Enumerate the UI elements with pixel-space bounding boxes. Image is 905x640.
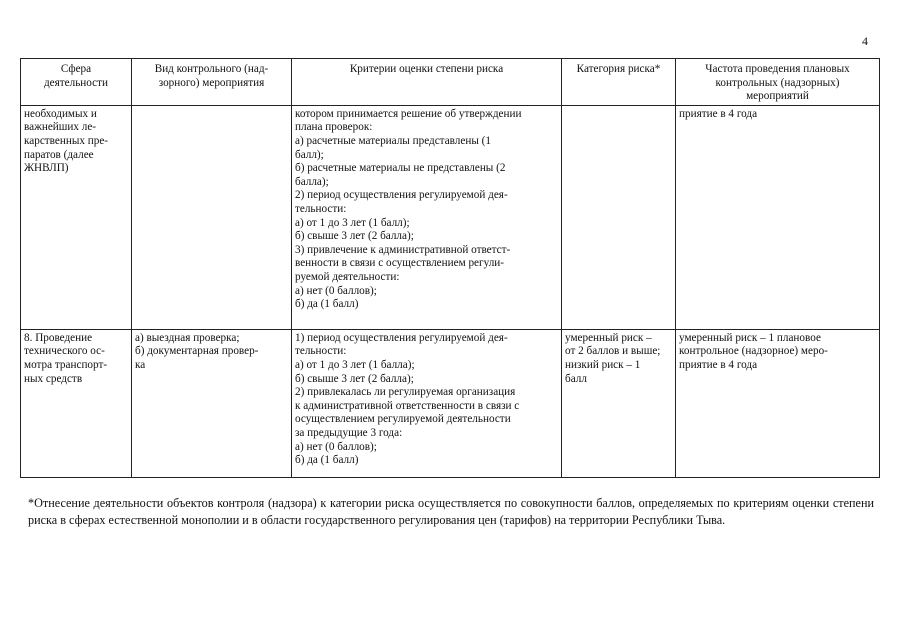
cell-line: 2) привлекалась ли регулируемая организация (295, 386, 516, 399)
cell-line: важнейших ле- (24, 121, 97, 134)
cell-line: б) да (1 балл) (295, 454, 359, 467)
header-risk-category (562, 59, 676, 106)
page-number: 4 (862, 34, 868, 48)
cell-line: б) свыше 3 лет (2 балла); (295, 372, 414, 385)
cell-line: котором принимается решение об утверждении (295, 107, 522, 120)
cell-line: необходимых и (24, 107, 97, 120)
cell-risk-category (562, 105, 676, 329)
cell-line: 3) привлечение к административной ответст- (295, 243, 511, 256)
cell-line: ных средств (24, 372, 83, 385)
cell-line: низкий риск – 1 (565, 358, 641, 371)
header-inspection-type (132, 59, 292, 106)
cell-line: а) расчетные материалы представлены (1 (295, 134, 491, 147)
table-row (21, 105, 880, 329)
cell-line: тельности: (295, 202, 347, 215)
cell-line: осуществлением регулируемой деятельности (295, 413, 511, 426)
table-header-row (21, 59, 880, 106)
cell-line: от 2 баллов и выше; (565, 345, 661, 358)
cell-line: а) от 1 до 3 лет (1 балл); (295, 216, 410, 229)
cell-line: б) свыше 3 лет (2 балла); (295, 230, 414, 243)
cell-line: контрольное (надзорное) меро- (679, 345, 828, 358)
cell-line: тельности: (295, 345, 347, 358)
cell-sphere (21, 329, 132, 477)
cell-criteria (292, 105, 562, 329)
table-row (21, 329, 880, 477)
header-line: Критерии оценки степени риска (349, 63, 504, 75)
cell-line: а) нет (0 баллов); (295, 284, 377, 297)
cell-line: б) документарная провер- (135, 345, 259, 358)
header-line: зорного) мероприятия (158, 76, 265, 89)
cell-risk-category (562, 329, 676, 477)
header-line: мероприятий (746, 90, 809, 103)
header-criteria (292, 59, 562, 106)
cell-line: а) выездная проверка; (135, 331, 240, 344)
header-line: Категория риска* (576, 63, 661, 75)
cell-line: технического ос- (24, 345, 105, 358)
cell-line: 8. Проведение (24, 331, 93, 344)
risk-criteria-table (20, 58, 880, 478)
cell-line: 1) период осуществления регулируемой дея- (295, 331, 508, 344)
cell-line: а) нет (0 баллов); (295, 440, 377, 453)
cell-line: умеренный риск – 1 плановое (679, 331, 821, 344)
cell-inspection-type (132, 329, 292, 477)
cell-line: балл (565, 372, 587, 385)
cell-line: приятие в 4 года (679, 107, 758, 120)
cell-inspection-type (132, 105, 292, 329)
cell-line: а) от 1 до 3 лет (1 балла); (295, 358, 415, 371)
cell-line: 2) период осуществления регулируемой дея- (295, 189, 508, 202)
cell-line: балл); (295, 148, 324, 161)
cell-frequency (676, 105, 880, 329)
cell-line: мотра транспорт- (24, 358, 108, 371)
header-line: Частота проведения плановых (705, 63, 850, 75)
cell-line: балла); (295, 175, 329, 188)
cell-line: б) да (1 балл) (295, 298, 359, 311)
header-sphere (21, 59, 132, 106)
cell-line: умеренный риск – (565, 331, 652, 344)
cell-line: за предыдущие 3 года: (295, 426, 403, 439)
cell-line: ЖНВЛП) (24, 162, 69, 175)
header-line: Вид контрольного (над- (154, 63, 269, 75)
cell-sphere (21, 105, 132, 329)
cell-line: ка (135, 358, 146, 371)
header-line: Сфера (60, 63, 92, 75)
cell-line: плана проверок: (295, 121, 373, 134)
cell-line: руемой деятельности: (295, 270, 400, 283)
cell-line: паратов (далее (24, 148, 94, 161)
footnote: *Отнесение деятельности объектов контроля (надзора) к категории риска осуществляется по совокупности баллов, определяемых по критериям оценки степени риска в сферах естественной монополии и в области государственного регулирования цен (тарифов) на территории Республики Тыва. (28, 496, 874, 527)
cell-line: к административной ответственности в связи с (295, 399, 520, 412)
cell-line: венности в связи с осуществлением регули- (295, 257, 505, 270)
header-line: контрольных (надзорных) (715, 76, 840, 89)
cell-line: б) расчетные материалы не представлены (2 (295, 162, 506, 175)
cell-criteria (292, 329, 562, 477)
header-frequency (676, 59, 880, 106)
cell-line: карственных пре- (24, 134, 109, 147)
cell-frequency (676, 329, 880, 477)
header-line: деятельности (43, 76, 109, 89)
cell-line: приятие в 4 года (679, 358, 758, 371)
